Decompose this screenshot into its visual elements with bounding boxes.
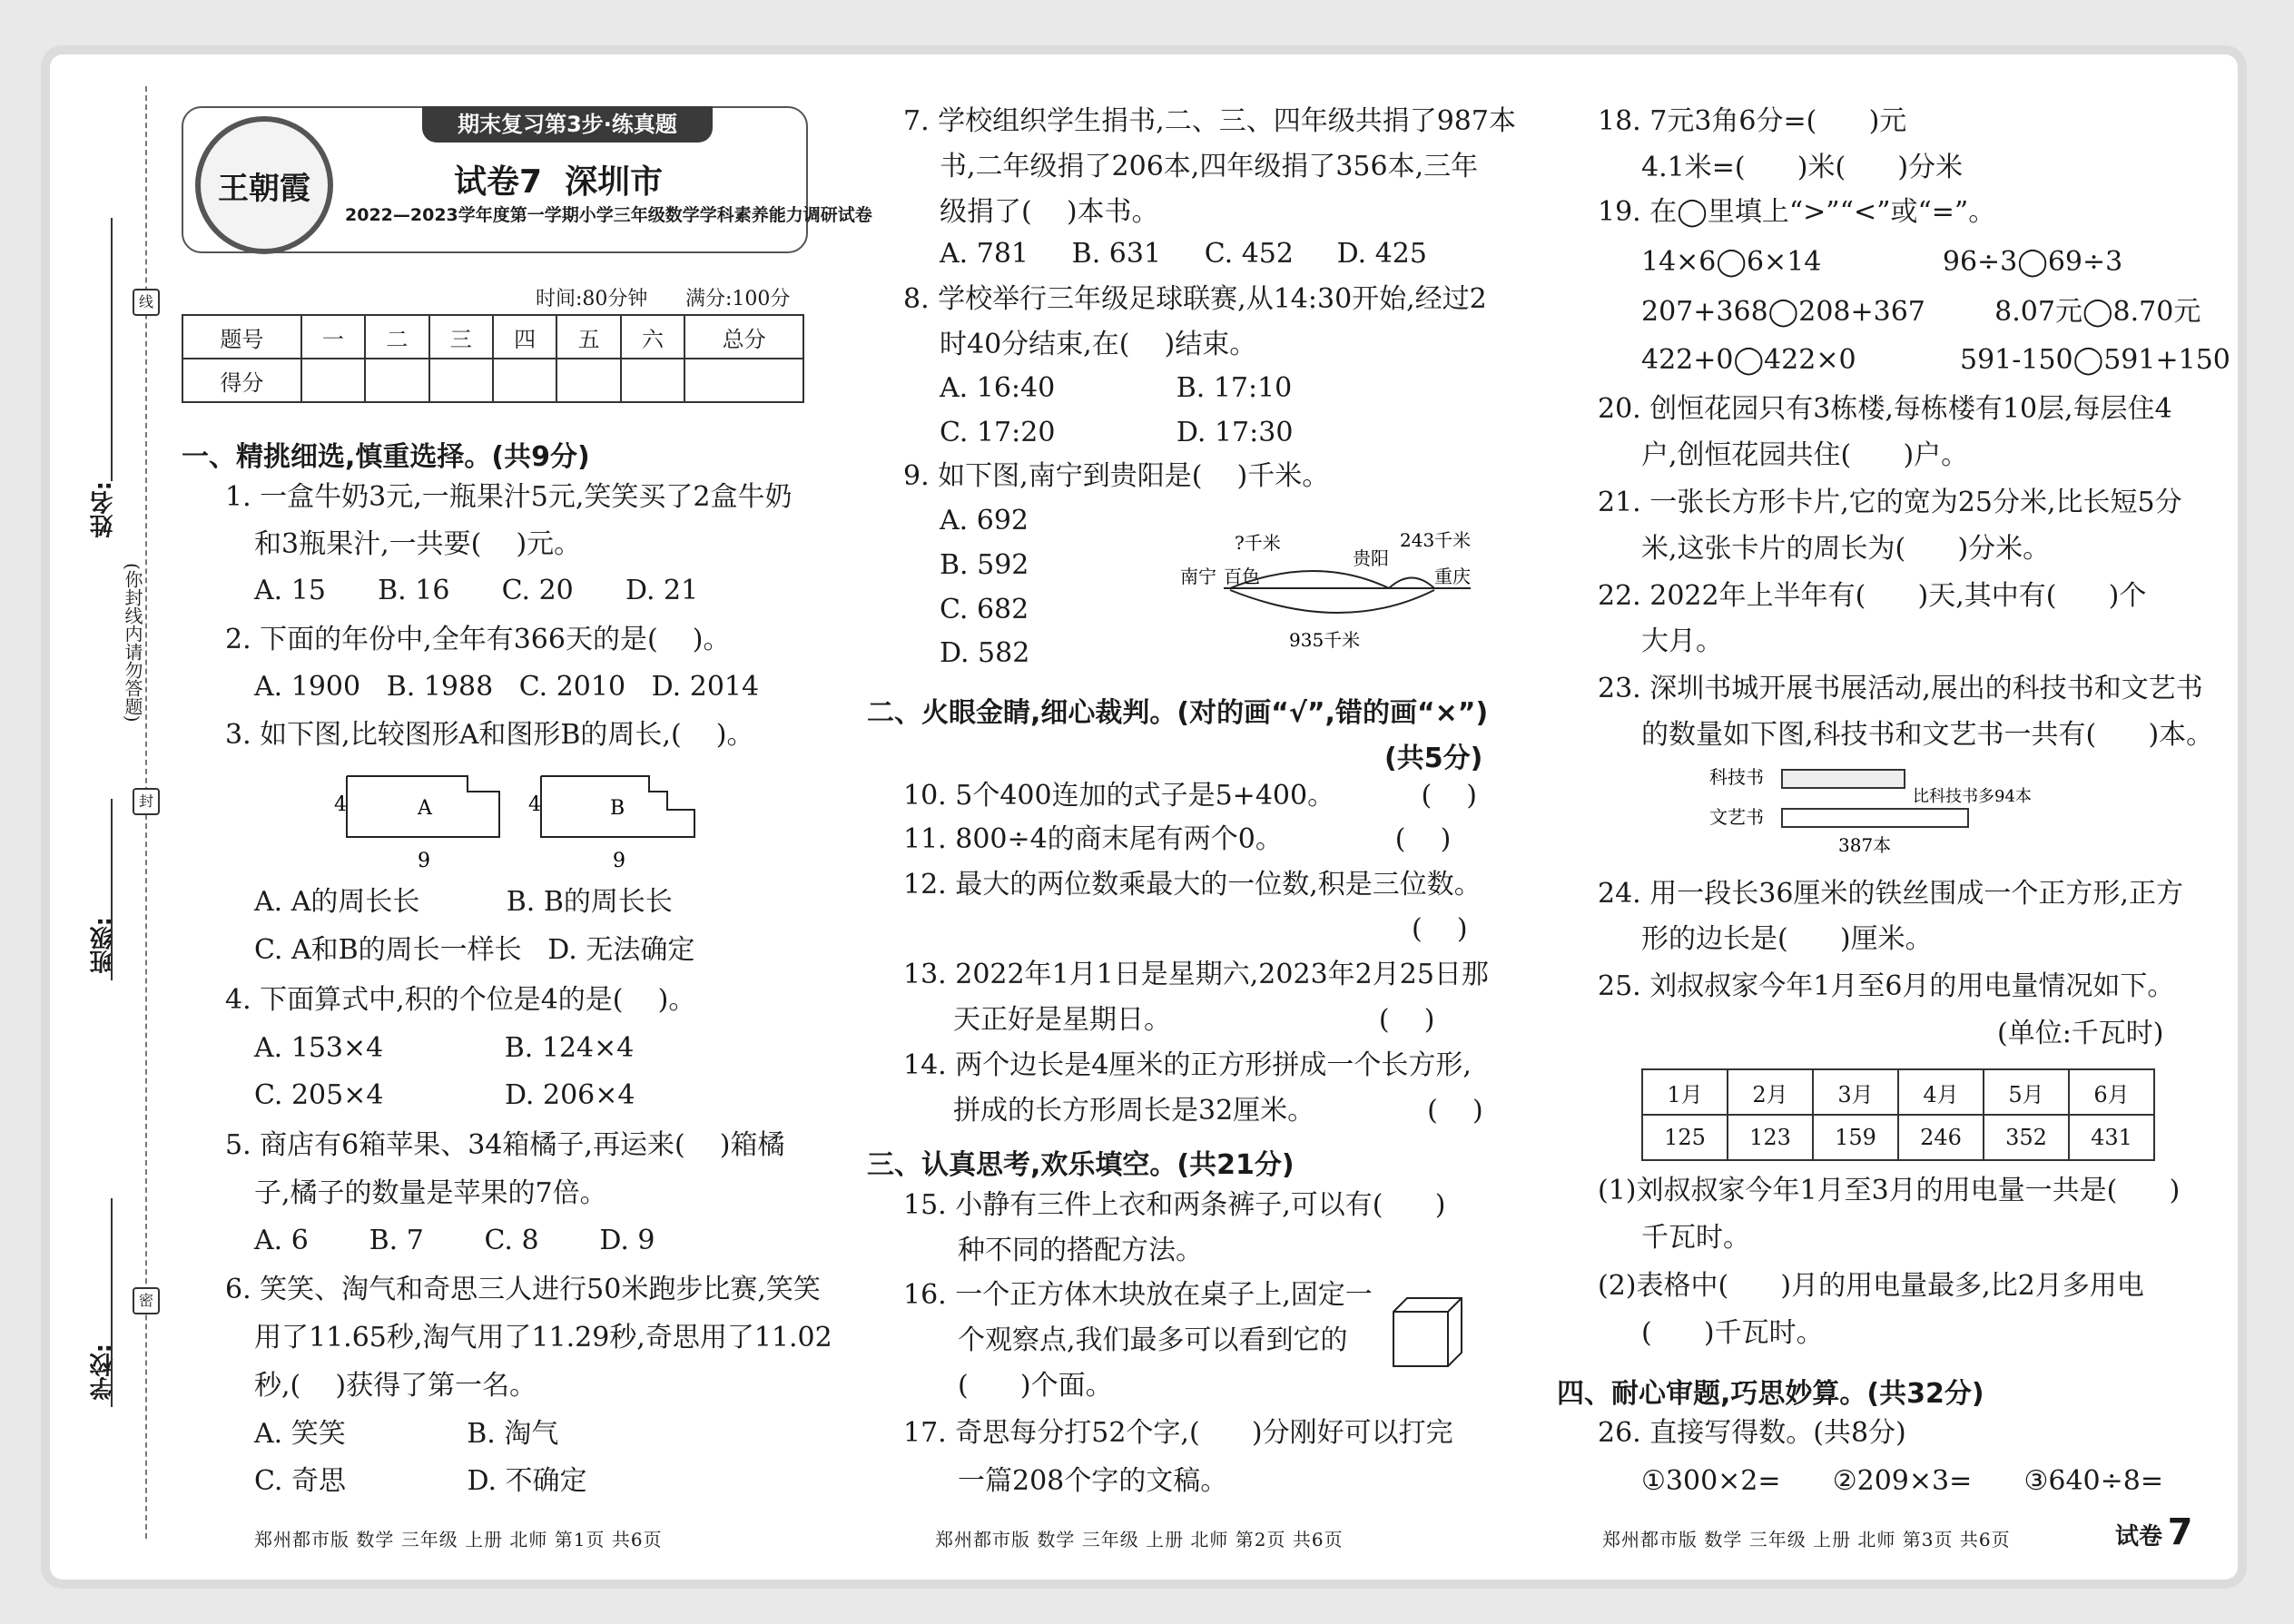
value-cell: 246 xyxy=(1898,1115,1984,1160)
question-line: 18. 7元3角6分=( )元 xyxy=(1598,105,1907,137)
footer-page-1: 郑州都市版 数学 三年级 上册 北师 第1页 共6页 xyxy=(254,1529,663,1550)
question-line: 10. 5个400连加的式子是5+400。 ( ) xyxy=(903,780,1477,812)
question-line: A. 153×4 B. 124×4 xyxy=(254,1032,635,1064)
question-line: 种不同的搭配方法。 xyxy=(958,1235,1203,1266)
score-header: 二 xyxy=(365,315,428,359)
question-line: 米,这张卡片的周长为( )分米。 xyxy=(1641,533,2051,565)
score-row-label: 得分 xyxy=(182,359,301,402)
value-cell: 123 xyxy=(1728,1115,1813,1160)
route-figure xyxy=(1180,527,1489,654)
distance-243: 243千米 xyxy=(1400,529,1472,551)
score-header: 三 xyxy=(429,315,493,359)
paper-title: 试卷7 深圳市 xyxy=(454,163,664,201)
footer-page-2: 郑州都市版 数学 三年级 上册 北师 第2页 共6页 xyxy=(935,1529,1344,1550)
question-line: C. 17:20 D. 17:30 xyxy=(940,417,1294,448)
banner-text: 期末复习第3步·练真题 xyxy=(458,112,677,137)
question-line: A. A的周长长 B. B的周长长 xyxy=(254,886,673,918)
question-line: 1. 一盒牛奶3元,一瓶果汁5元,笑笑买了2盒牛奶 xyxy=(225,481,793,513)
month-cell: 5月 xyxy=(1984,1069,2069,1115)
question-line: 6. 笑笑、淘气和奇思三人进行50米跑步比赛,笑笑 xyxy=(225,1274,821,1305)
cube-figure xyxy=(1389,1294,1471,1375)
city-baise: 百色 xyxy=(1224,566,1260,587)
bar-annotation: 比科技书多94本 xyxy=(1913,787,2032,806)
question-line: A. 692 xyxy=(940,505,1029,536)
question-line: ( )个面。 xyxy=(958,1370,1113,1402)
month-cell: 3月 xyxy=(1813,1069,1898,1115)
unknown-distance: ?千米 xyxy=(1235,532,1281,554)
question-line: A. 6 B. 7 C. 8 D. 9 xyxy=(254,1225,655,1256)
section-heading: 一、精挑细选,慎重选择。(共9分) xyxy=(182,441,590,473)
question-line: 9. 如下图,南宁到贵阳是( )千米。 xyxy=(903,460,1330,492)
question-line: 21. 一张长方形卡片,它的宽为25分米,比长短5分 xyxy=(1598,487,2182,518)
name-label: 姓名: xyxy=(90,481,117,538)
question-line: 25. 刘叔叔家今年1月至6月的用电量情况如下。 xyxy=(1598,970,2175,1002)
question-line: 17. 奇思每分打52个字,( )分刚好可以打完 xyxy=(903,1417,1453,1449)
question-line: (2)表格中( )月的用电量最多,比2月多用电 xyxy=(1598,1270,2144,1302)
question-line: 7. 学校组织学生捐书,二、三、四年级共捐了987本 xyxy=(903,105,1516,137)
question-line: 4. 下面算式中,积的个位是4的是( )。 xyxy=(225,984,696,1016)
section-heading: (共5分) xyxy=(1384,743,1483,774)
paper-subtitle: 2022—2023学年度第一学期小学三年级数学学科素养能力调研试卷 xyxy=(345,205,872,225)
figure-a-b xyxy=(327,772,799,871)
question-line: 的数量如下图,科技书和文艺书一共有( )本。 xyxy=(1641,719,2214,751)
month-cell: 6月 xyxy=(2069,1069,2154,1115)
city-guiyang: 贵阳 xyxy=(1353,547,1389,569)
question-line: 天正好是星期日。 ( ) xyxy=(953,1004,1435,1036)
paper-badge xyxy=(2115,1511,2192,1553)
question-line: 14×6◯6×14 96÷3◯69÷3 xyxy=(1641,246,2123,278)
question-line: 15. 小静有三件上衣和两条裤子,可以有( ) xyxy=(903,1189,1446,1221)
city-chongqing: 重庆 xyxy=(1434,566,1471,587)
question-line: 级捐了( )本书。 xyxy=(940,196,1159,228)
question-line: 子,橘子的数量是苹果的7倍。 xyxy=(254,1177,607,1209)
score-cell[interactable] xyxy=(301,359,365,402)
question-line: 5. 商店有6箱苹果、34箱橘子,再运来( )箱橘 xyxy=(225,1129,785,1161)
section-heading: 三、认真思考,欢乐填空。(共21分) xyxy=(867,1149,1295,1181)
score-cell[interactable] xyxy=(556,359,620,402)
badge-number: 7 xyxy=(2167,1511,2193,1553)
badge-label: 试卷 xyxy=(2115,1523,2163,1550)
question-line: 千瓦时。 xyxy=(1641,1222,1750,1254)
class-field[interactable] xyxy=(111,799,113,980)
power-table xyxy=(1641,1068,2155,1161)
question-line: A. 16:40 B. 17:10 xyxy=(940,372,1293,404)
question-line: D. 582 xyxy=(940,637,1030,669)
question-line: 12. 最大的两位数乘最大的一位数,积是三位数。 xyxy=(903,869,1482,901)
question-line: 书,二年级捐了206本,四年级捐了356本,三年 xyxy=(940,151,1479,182)
fig-a-height: 4 xyxy=(334,793,347,816)
question-line: 8. 学校举行三年级足球联赛,从14:30开始,经过2 xyxy=(903,283,1487,315)
score-header: 四 xyxy=(493,315,556,359)
question-line: 个观察点,我们最多可以看到它的 xyxy=(958,1324,1348,1356)
question-line: 形的边长是( )厘米。 xyxy=(1641,923,1933,955)
value-cell: 352 xyxy=(1984,1115,2069,1160)
banner xyxy=(422,106,713,143)
score-header: 题号 xyxy=(182,315,301,359)
question-line: C. 奇思 D. 不确定 xyxy=(254,1465,587,1497)
question-line: 207+368◯208+367 8.07元◯8.70元 xyxy=(1641,296,2201,328)
question-line: 11. 800÷4的商末尾有两个0。 ( ) xyxy=(903,823,1452,855)
question-line: 13. 2022年1月1日是星期六,2023年2月25日那 xyxy=(903,959,1489,990)
value-cell: 431 xyxy=(2069,1115,2154,1160)
school-field[interactable] xyxy=(111,1198,113,1407)
book-bar-figure xyxy=(1702,765,2047,865)
question-line: C. A和B的周长一样长 D. 无法确定 xyxy=(254,934,695,966)
score-cell[interactable] xyxy=(429,359,493,402)
seal-mark-line: 线 xyxy=(133,289,160,316)
month-cell: 4月 xyxy=(1898,1069,1984,1115)
score-cell[interactable] xyxy=(684,359,803,402)
question-line: 14. 两个边长是4厘米的正方形拼成一个长方形, xyxy=(903,1049,1472,1081)
question-line: 16. 一个正方体木块放在桌子上,固定一 xyxy=(903,1279,1373,1311)
value-cell: 159 xyxy=(1813,1115,1898,1160)
value-cell: 125 xyxy=(1642,1115,1728,1160)
class-label: 班级: xyxy=(90,917,117,974)
question-line: A. 781 B. 631 C. 452 D. 425 xyxy=(940,238,1427,270)
full-score-text: 满分:100分 xyxy=(685,288,791,310)
question-line: 大月。 xyxy=(1641,625,1723,657)
footer-page-3: 郑州都市版 数学 三年级 上册 北师 第3页 共6页 xyxy=(1602,1529,2011,1550)
question-line: C. 682 xyxy=(940,594,1029,625)
question-line: 26. 直接写得数。(共8分) xyxy=(1598,1417,1906,1449)
seal-mark-secret: 密 xyxy=(133,1287,160,1314)
question-line: 3. 如下图,比较图形A和图形B的周长,( )。 xyxy=(225,719,754,751)
score-header: 五 xyxy=(556,315,620,359)
question-line: 一篇208个字的文稿。 xyxy=(958,1465,1228,1497)
month-cell: 1月 xyxy=(1642,1069,1728,1115)
question-line: (单位:千瓦时) xyxy=(1997,1018,2164,1049)
fig-a-label: A xyxy=(418,797,432,820)
bar-label-sci: 科技书 xyxy=(1709,766,1764,788)
question-line: A. 15 B. 16 C. 20 D. 21 xyxy=(254,575,699,606)
seal-mark-seal: 封 xyxy=(133,788,160,815)
fig-b-height: 4 xyxy=(528,793,541,816)
question-line: 2. 下面的年份中,全年有366天的是( )。 xyxy=(225,624,731,655)
score-cell[interactable] xyxy=(493,359,556,402)
question-line: 22. 2022年上半年有( )天,其中有( )个 xyxy=(1598,580,2147,612)
notice-text: (你封线内请勿答题) xyxy=(122,563,143,723)
question-line: ( )千瓦时。 xyxy=(1641,1317,1824,1349)
question-line: 19. 在◯里填上“>”“<”或“=”。 xyxy=(1598,196,1996,228)
question-line: 4.1米=( )米( )分米 xyxy=(1641,152,1964,183)
section-heading: 二、火眼金睛,细心裁判。(对的画“√”,错的画“×”) xyxy=(867,697,1489,729)
score-table xyxy=(182,314,804,403)
question-line: 和3瓶果汁,一共要( )元。 xyxy=(254,528,582,560)
question-line: 422+0◯422×0 591-150◯591+150 xyxy=(1641,344,2230,376)
question-line: ①300×2= ②209×3= ③640÷8= xyxy=(1641,1465,2163,1497)
logo xyxy=(195,116,333,254)
question-line: (1)刘叔叔家今年1月至3月的用电量一共是( ) xyxy=(1598,1175,2181,1206)
time-text: 时间:80分钟 xyxy=(536,288,648,310)
section-heading: 四、耐心审题,巧思妙算。(共32分) xyxy=(1557,1378,1984,1410)
bar-total: 387本 xyxy=(1838,834,1892,856)
question-line: 24. 用一段长36厘米的铁丝围成一个正方形,正方 xyxy=(1598,878,2183,910)
question-line: 拼成的长方形周长是32厘米。 ( ) xyxy=(953,1095,1483,1127)
fig-b-label: B xyxy=(610,797,625,820)
question-line: A. 笑笑 B. 淘气 xyxy=(254,1418,559,1450)
question-line: A. 1900 B. 1988 C. 2010 D. 2014 xyxy=(254,671,760,703)
score-header: 一 xyxy=(301,315,365,359)
question-line: 20. 创恒花园只有3栋楼,每栋楼有10层,每层住4 xyxy=(1598,393,2172,425)
question-line: 时40分结束,在( )结束。 xyxy=(940,329,1257,360)
question-line: C. 205×4 D. 206×4 xyxy=(254,1079,635,1111)
score-header: 六 xyxy=(621,315,684,359)
month-cell: 2月 xyxy=(1728,1069,1813,1115)
score-cell[interactable] xyxy=(365,359,428,402)
question-line: 23. 深圳书城开展书展活动,展出的科技书和文艺书 xyxy=(1598,673,2203,704)
score-header: 总分 xyxy=(684,315,803,359)
fig-a-width: 9 xyxy=(418,850,430,871)
question-line: ( ) xyxy=(1412,913,1468,945)
question-line: 秒,( )获得了第一名。 xyxy=(254,1370,537,1402)
score-cell[interactable] xyxy=(621,359,684,402)
logo-text: 王朝霞 xyxy=(218,171,310,207)
question-line: B. 592 xyxy=(940,549,1029,581)
city-nanning: 南宁 xyxy=(1180,566,1216,587)
fig-b-width: 9 xyxy=(613,850,625,871)
school-label: 学校: xyxy=(90,1343,117,1401)
question-line: 户,创恒花园共住( )户。 xyxy=(1641,439,1969,471)
question-line: 用了11.65秒,淘气用了11.29秒,奇思用了11.02 xyxy=(254,1322,832,1353)
bar-label-art: 文艺书 xyxy=(1709,806,1764,828)
total-distance: 935千米 xyxy=(1289,629,1361,651)
name-field[interactable] xyxy=(111,218,113,481)
